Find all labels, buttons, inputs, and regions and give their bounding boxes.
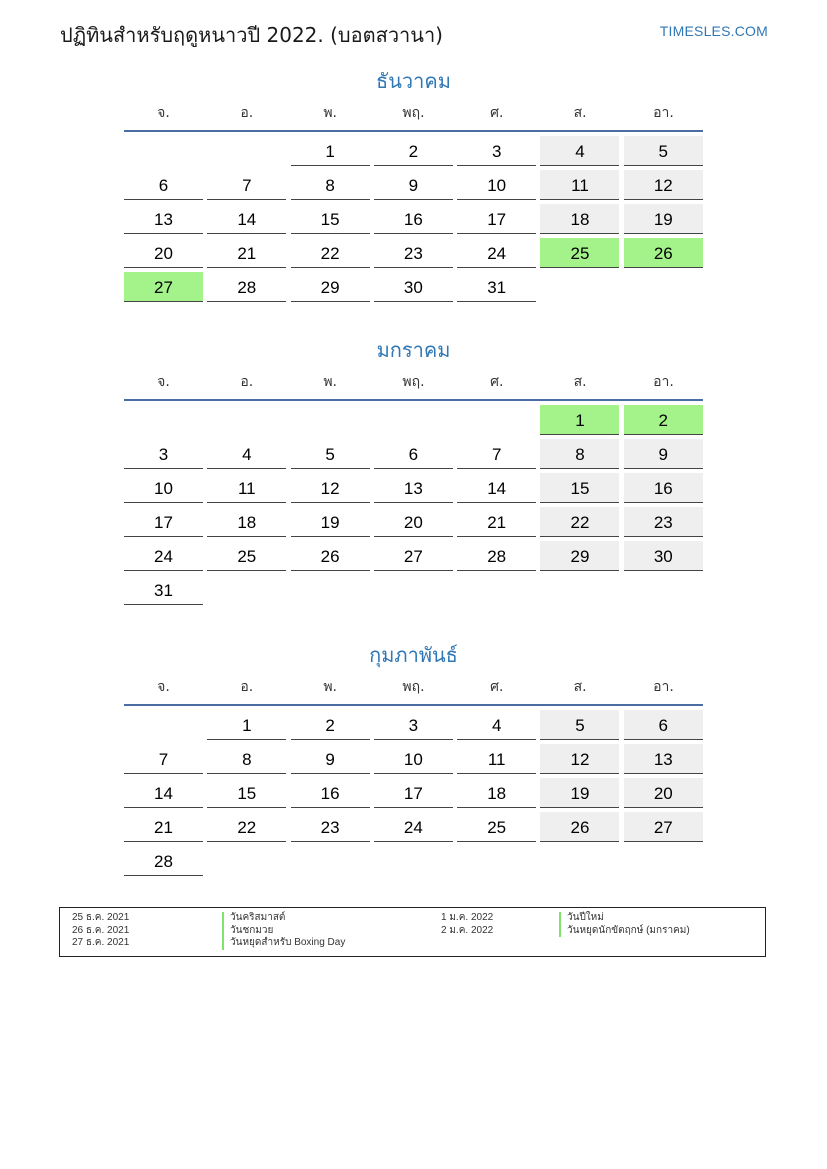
- empty-cell: [291, 405, 370, 435]
- day-cell: 25: [457, 812, 536, 842]
- day-cell: 29: [291, 272, 370, 302]
- day-cell: 24: [457, 238, 536, 268]
- day-cell: 19: [624, 204, 703, 234]
- day-grid: [124, 136, 703, 302]
- day-cell: 9: [291, 744, 370, 774]
- month-name: ธันวาคม: [376, 69, 451, 93]
- day-cell: 20: [124, 238, 203, 268]
- day-cell: 14: [207, 204, 286, 234]
- day-cell: 18: [207, 507, 286, 537]
- day-grid: [124, 405, 703, 605]
- day-cell: 13: [624, 744, 703, 774]
- holiday-day-cell: 2: [624, 405, 703, 435]
- day-cell: 12: [624, 170, 703, 200]
- weekday-label: ศ.: [490, 374, 504, 390]
- day-cell: 31: [457, 272, 536, 302]
- weekday-label: พฤ.: [402, 374, 425, 390]
- weekday-header: [124, 670, 703, 704]
- weekday-label: พ.: [323, 105, 337, 121]
- page-title: ปฏิทินสำหรับฤดูหนาวปี 2022. (บอตสวานา): [60, 23, 443, 47]
- event-name: วันหยุดนักขัตฤกษ์ (มกราคม): [559, 925, 690, 938]
- month-block: [124, 640, 703, 876]
- day-cell: 1: [207, 710, 286, 740]
- day-cell: 4: [207, 439, 286, 469]
- day-cell: 4: [540, 136, 619, 166]
- day-cell: 6: [374, 439, 453, 469]
- day-cell: 14: [457, 473, 536, 503]
- day-cell: 7: [457, 439, 536, 469]
- day-cell: 2: [374, 136, 453, 166]
- day-cell: 6: [624, 710, 703, 740]
- day-cell: 26: [291, 541, 370, 571]
- weekday-label: พ.: [323, 374, 337, 390]
- weekday-label: อา.: [653, 679, 674, 695]
- day-cell: 23: [624, 507, 703, 537]
- day-cell: 11: [540, 170, 619, 200]
- weekday-label: อ.: [240, 374, 254, 390]
- day-cell: 13: [374, 473, 453, 503]
- day-cell: 22: [291, 238, 370, 268]
- day-cell: 21: [124, 812, 203, 842]
- weekday-label: ส.: [573, 679, 587, 695]
- month-name: กุมภาพันธ์: [369, 643, 458, 667]
- day-cell: 7: [207, 170, 286, 200]
- day-cell: 15: [291, 204, 370, 234]
- month-block: [124, 335, 703, 605]
- day-cell: 20: [374, 507, 453, 537]
- month-block: [124, 66, 703, 302]
- weekday-label: ศ.: [490, 105, 504, 121]
- weekday-label: อ.: [240, 105, 254, 121]
- day-cell: 20: [624, 778, 703, 808]
- day-cell: 13: [124, 204, 203, 234]
- month-name: มกราคม: [376, 338, 451, 362]
- day-cell: 17: [124, 507, 203, 537]
- day-cell: 12: [540, 744, 619, 774]
- day-cell: 21: [457, 507, 536, 537]
- day-cell: 15: [207, 778, 286, 808]
- day-cell: 30: [624, 541, 703, 571]
- day-cell: 17: [457, 204, 536, 234]
- day-cell: 27: [374, 541, 453, 571]
- weekday-label: พฤ.: [402, 105, 425, 121]
- holiday-day-cell: 1: [540, 405, 619, 435]
- header-rule: [124, 704, 703, 706]
- empty-cell: [124, 405, 203, 435]
- day-cell: 25: [207, 541, 286, 571]
- day-cell: 10: [457, 170, 536, 200]
- event-date: 26 ธ.ค. 2021: [72, 924, 130, 936]
- event-date: 25 ธ.ค. 2021: [72, 912, 130, 923]
- weekday-label: อา.: [653, 374, 674, 390]
- event-name: วันปีใหม่: [559, 912, 604, 925]
- day-cell: 5: [624, 136, 703, 166]
- day-cell: 11: [207, 473, 286, 503]
- empty-cell: [124, 136, 203, 166]
- day-cell: 28: [124, 846, 203, 876]
- day-cell: 9: [624, 439, 703, 469]
- header-rule: [124, 130, 703, 132]
- weekday-label: จ.: [157, 679, 170, 695]
- day-cell: 8: [207, 744, 286, 774]
- day-cell: 8: [291, 170, 370, 200]
- day-cell: 24: [374, 812, 453, 842]
- day-cell: 23: [374, 238, 453, 268]
- day-cell: 22: [207, 812, 286, 842]
- day-cell: 5: [291, 439, 370, 469]
- day-cell: 23: [291, 812, 370, 842]
- day-cell: 22: [540, 507, 619, 537]
- event-name: วันคริสมาสต์: [222, 912, 285, 925]
- day-cell: 31: [124, 575, 203, 605]
- day-cell: 28: [457, 541, 536, 571]
- day-cell: 5: [540, 710, 619, 740]
- event-name: วันหยุดสำหรับ Boxing Day: [222, 937, 345, 950]
- day-cell: 24: [124, 541, 203, 571]
- day-cell: 3: [374, 710, 453, 740]
- event-date: 2 ม.ค. 2022: [441, 924, 494, 936]
- day-cell: 26: [540, 812, 619, 842]
- brand-logo-text[interactable]: TIMESLES.COM: [659, 23, 768, 39]
- holiday-legend: [59, 907, 766, 957]
- day-cell: 12: [291, 473, 370, 503]
- event-date: 1 ม.ค. 2022: [441, 912, 494, 923]
- weekday-label: อา.: [653, 105, 674, 121]
- day-cell: 16: [374, 204, 453, 234]
- empty-cell: [124, 710, 203, 740]
- day-cell: 17: [374, 778, 453, 808]
- day-cell: 8: [540, 439, 619, 469]
- day-cell: 18: [540, 204, 619, 234]
- day-cell: 16: [624, 473, 703, 503]
- weekday-label: ส.: [573, 105, 587, 121]
- holiday-day-cell: 26: [624, 238, 703, 268]
- day-cell: 28: [207, 272, 286, 302]
- weekday-label: จ.: [157, 105, 170, 121]
- day-cell: 16: [291, 778, 370, 808]
- weekday-label: จ.: [157, 374, 170, 390]
- day-cell: 2: [291, 710, 370, 740]
- day-cell: 6: [124, 170, 203, 200]
- day-cell: 3: [457, 136, 536, 166]
- day-cell: 30: [374, 272, 453, 302]
- day-cell: 10: [374, 744, 453, 774]
- holiday-day-cell: 27: [124, 272, 203, 302]
- day-cell: 3: [124, 439, 203, 469]
- day-cell: 21: [207, 238, 286, 268]
- day-cell: 19: [540, 778, 619, 808]
- weekday-label: ส.: [573, 374, 587, 390]
- empty-cell: [207, 136, 286, 166]
- day-cell: 1: [291, 136, 370, 166]
- day-cell: 14: [124, 778, 203, 808]
- weekday-label: พ.: [323, 679, 337, 695]
- day-cell: 29: [540, 541, 619, 571]
- weekday-label: อ.: [240, 679, 254, 695]
- day-cell: 27: [624, 812, 703, 842]
- empty-cell: [207, 405, 286, 435]
- day-cell: 4: [457, 710, 536, 740]
- weekday-label: ศ.: [490, 679, 504, 695]
- event-name: วันชกมวย: [222, 925, 273, 938]
- day-cell: 10: [124, 473, 203, 503]
- day-cell: 15: [540, 473, 619, 503]
- weekday-header: [124, 365, 703, 399]
- day-grid: [124, 710, 703, 876]
- day-cell: 18: [457, 778, 536, 808]
- day-cell: 11: [457, 744, 536, 774]
- holiday-day-cell: 25: [540, 238, 619, 268]
- day-cell: 19: [291, 507, 370, 537]
- event-date: 27 ธ.ค. 2021: [72, 937, 130, 948]
- day-cell: 7: [124, 744, 203, 774]
- header-rule: [124, 399, 703, 401]
- empty-cell: [374, 405, 453, 435]
- weekday-label: พฤ.: [402, 679, 425, 695]
- weekday-header: [124, 96, 703, 130]
- empty-cell: [457, 405, 536, 435]
- day-cell: 9: [374, 170, 453, 200]
